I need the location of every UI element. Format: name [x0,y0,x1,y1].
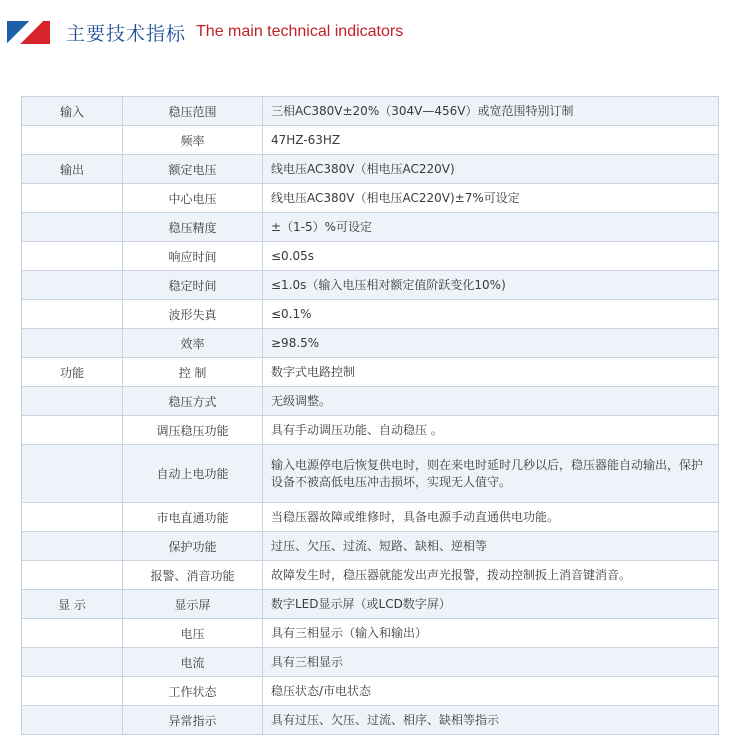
table-row [22,503,719,532]
row-value-cell: ≤1.0s（输入电压相对额定值阶跃变化10%) [263,271,719,300]
row-group-cell [22,213,123,242]
row-group-cell: 输出 [22,155,123,184]
row-value-cell: 无级调整。 [263,387,719,416]
row-item-cell: 波形失真 [123,300,263,329]
row-item-cell: 市电直通功能 [123,503,263,532]
row-value-cell: 线电压AC380V（相电压AC220V) [263,155,719,184]
row-value-cell: 三相AC380V±20%（304V—456V）或宽范围特别订制 [263,97,719,126]
row-item-cell: 中心电压 [123,184,263,213]
row-value-cell: 过压、欠压、过流、短路、缺相、逆相等 [263,532,719,561]
row-group-cell [22,677,123,706]
table-row [22,97,719,126]
table-row [22,126,719,155]
table-row [22,329,719,358]
row-value-cell: 47HZ-63HZ [263,126,719,155]
table-row [22,155,719,184]
row-value-cell: ≤0.1% [263,300,719,329]
row-item-cell: 稳压精度 [123,213,263,242]
table-row [22,532,719,561]
table-row [22,242,719,271]
row-item-cell: 电流 [123,648,263,677]
section-header [7,18,403,46]
row-item-cell: 自动上电功能 [123,445,263,503]
table-row [22,387,719,416]
row-value-cell: 数字LED显示屏（或LCD数字屏） [263,590,719,619]
table-row [22,213,719,242]
row-value-cell: 具有三相显示（输入和输出） [263,619,719,648]
section-title-cn: 主要技术指标 [66,22,187,45]
table-row [22,619,719,648]
row-value-cell: 具有手动调压功能、自动稳压 。 [263,416,719,445]
row-group-cell [22,126,123,155]
row-group-cell [22,561,123,590]
row-item-cell: 保护功能 [123,532,263,561]
row-group-cell [22,242,123,271]
table-row [22,184,719,213]
row-item-cell: 额定电压 [123,155,263,184]
table-row [22,648,719,677]
row-group-cell [22,619,123,648]
row-group-cell [22,416,123,445]
row-value-cell: 稳压状态/市电状态 [263,677,719,706]
table-row [22,416,719,445]
row-group-cell [22,445,123,503]
row-item-cell: 效率 [123,329,263,358]
row-group-cell [22,184,123,213]
row-item-cell: 控 制 [123,358,263,387]
row-item-cell: 稳定时间 [123,271,263,300]
row-group-cell [22,532,123,561]
row-value-cell: 线电压AC380V（相电压AC220V)±7%可设定 [263,184,719,213]
row-group-cell: 显 示 [22,590,123,619]
row-group-cell [22,300,123,329]
row-item-cell: 电压 [123,619,263,648]
row-value-cell: ≥98.5% [263,329,719,358]
row-value-cell: 具有三相显示 [263,648,719,677]
table-row [22,677,719,706]
row-group-cell: 输入 [22,97,123,126]
row-item-cell: 稳压范围 [123,97,263,126]
table-row [22,271,719,300]
table-row [22,706,719,735]
table-row [22,300,719,329]
row-item-cell: 工作状态 [123,677,263,706]
table-row [22,358,719,387]
row-group-cell [22,648,123,677]
row-item-cell: 响应时间 [123,242,263,271]
table-row [22,590,719,619]
row-group-cell [22,329,123,358]
row-group-cell: 功能 [22,358,123,387]
row-item-cell: 调压稳压功能 [123,416,263,445]
table-row [22,445,719,503]
brand-logo-icon [7,21,50,44]
row-value-cell: 当稳压器故障或维修时，具备电源手动直通供电功能。 [263,503,719,532]
row-value-cell: ±（1-5）%可设定 [263,213,719,242]
row-value-cell: 故障发生时，稳压器就能发出声光报警，拨动控制扳上消音键消音。 [263,561,719,590]
row-value-cell: 数字式电路控制 [263,358,719,387]
row-item-cell: 频率 [123,126,263,155]
table-row [22,561,719,590]
row-group-cell [22,387,123,416]
row-item-cell: 稳压方式 [123,387,263,416]
row-item-cell: 报警、消音功能 [123,561,263,590]
row-item-cell: 异常指示 [123,706,263,735]
row-group-cell [22,706,123,735]
row-item-cell: 显示屏 [123,590,263,619]
row-group-cell [22,271,123,300]
row-value-cell: ≤0.05s [263,242,719,271]
row-group-cell [22,503,123,532]
spec-table [21,96,719,735]
section-title-en: The main technical indicators [196,23,404,40]
row-value-cell: 具有过压、欠压、过流、相序、缺相等指示 [263,706,719,735]
row-value-cell: 输入电源停电后恢复供电时，则在来电时延时几秒以后，稳压器能自动输出，保护设备不被高低电压冲击损坏，实现无人值守。 [263,445,719,503]
